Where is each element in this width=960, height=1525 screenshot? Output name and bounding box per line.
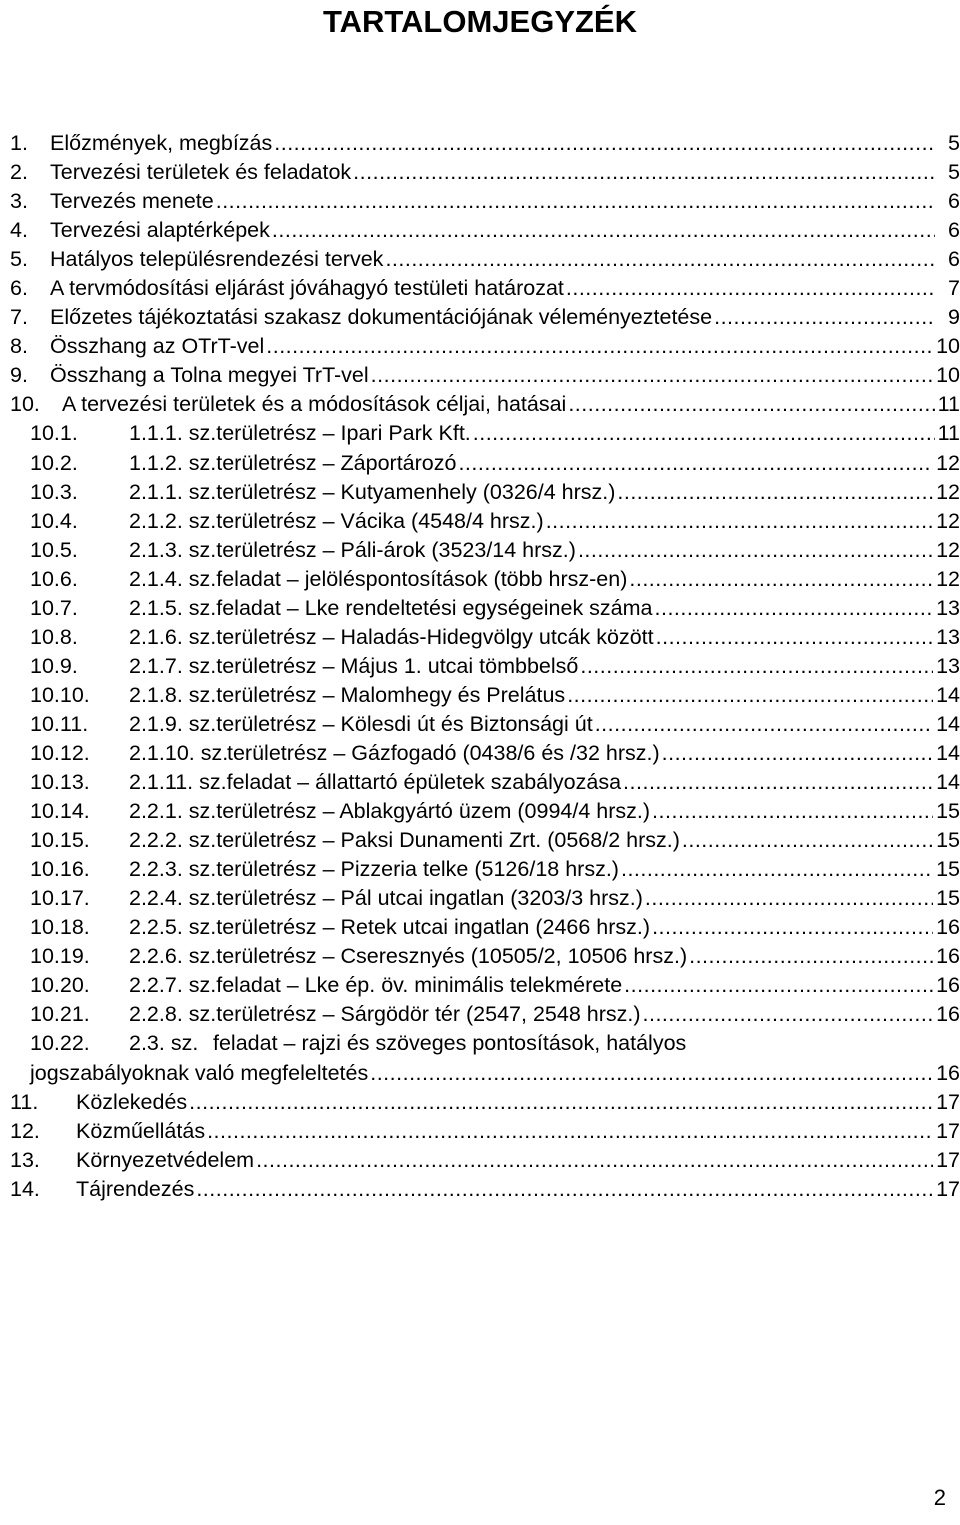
toc-entry-subnumber: 2.1.6. sz. [129, 624, 217, 649]
toc-entry-line [129, 507, 960, 536]
toc-entry[interactable] [10, 129, 960, 158]
dot-leader [196, 1175, 933, 1204]
toc-entry-line [129, 419, 960, 448]
dot-leader [385, 245, 935, 274]
toc-entry-page: 16 [936, 915, 960, 940]
dot-leader [617, 478, 933, 507]
dot-leader [274, 129, 935, 158]
toc-entry-number: 9. [10, 363, 28, 388]
dot-leader [567, 681, 933, 710]
toc-entry-line [129, 565, 960, 594]
dot-leader [546, 507, 933, 536]
toc-entry-number: 6. [10, 276, 28, 301]
toc-entry-line [30, 1059, 960, 1088]
toc-entry-title: Hatályos településrendezési tervek [50, 247, 384, 272]
toc-entry-page: 10 [936, 363, 960, 388]
toc-entry-line [76, 1146, 960, 1175]
toc-entry-subnumber: 2.2.5. sz. [129, 915, 217, 940]
toc-entry[interactable] [10, 971, 960, 1000]
toc-entry[interactable] [10, 913, 960, 942]
dot-leader [266, 332, 933, 361]
dot-leader [682, 826, 933, 855]
dot-leader [629, 565, 933, 594]
toc-entry[interactable] [10, 245, 960, 274]
toc-entry[interactable] [10, 390, 960, 419]
toc-entry-page: 14 [936, 770, 960, 795]
toc-entry-number: 10.6. [30, 566, 78, 591]
toc-entry-subnumber: 2.1.3. sz. [129, 537, 217, 562]
toc-entry[interactable] [10, 739, 960, 768]
toc-entry-page: 17 [936, 1147, 960, 1172]
toc-entry[interactable] [10, 884, 960, 913]
toc-entry-page: 7 [948, 276, 960, 301]
toc-entry[interactable] [10, 332, 960, 361]
toc-entry-subnumber: 2.1.4. sz. [129, 566, 217, 591]
toc-entry[interactable] [10, 1117, 960, 1146]
toc-entry-number: 10. [10, 392, 40, 417]
toc-entry-line [129, 449, 960, 478]
toc-entry-title: területrész – Vácika (4548/4 hrsz.) [216, 508, 544, 533]
toc-entry[interactable] [10, 419, 960, 448]
toc-entry-number: 10.17. [30, 886, 90, 911]
toc-entry-title: területrész – Haladás-Hidegvölgy utcák között [216, 624, 654, 649]
toc-entry-line [50, 361, 960, 390]
toc-entry[interactable] [10, 594, 960, 623]
toc-entry-subnumber: 2.1.8. sz. [129, 682, 217, 707]
toc-entry-subnumber: 1.1.2. sz. [129, 450, 217, 475]
toc-entry[interactable] [10, 652, 960, 681]
toc-entry-page: 12 [936, 537, 960, 562]
toc-entry[interactable] [10, 855, 960, 884]
toc-entry-title: feladat – jelöléspontosítások (több hrsz-en) [216, 566, 628, 591]
toc-entry-line [50, 129, 960, 158]
toc-entry-page: 5 [948, 160, 960, 185]
dot-leader [662, 739, 933, 768]
toc-entry-page: 16 [936, 1060, 960, 1085]
dot-leader [655, 594, 934, 623]
toc-entry-number: 10.5. [30, 537, 78, 562]
dot-leader [643, 1000, 934, 1029]
toc-entry-line [76, 1117, 960, 1146]
table-of-contents [10, 129, 960, 1204]
dot-leader [189, 1088, 933, 1117]
toc-entry-page: 15 [936, 857, 960, 882]
toc-entry-line [129, 623, 960, 652]
toc-entry-line [50, 158, 960, 187]
toc-entry-title: Környezetvédelem [76, 1147, 255, 1172]
toc-entry-subnumber: 2.3. sz. [129, 1031, 199, 1056]
toc-entry-number: 10.9. [30, 653, 78, 678]
toc-entry-line [129, 826, 960, 855]
dot-leader [353, 158, 935, 187]
dot-leader [473, 419, 935, 448]
toc-entry[interactable] [10, 536, 960, 565]
toc-entry[interactable] [10, 1088, 960, 1117]
toc-entry-title: Tervezési területek és feladatok [50, 160, 352, 185]
toc-entry-number: 12. [10, 1118, 40, 1143]
dot-leader [207, 1117, 933, 1146]
dot-leader [652, 797, 933, 826]
toc-entry-title: feladat – állattartó épületek szabályozása [226, 770, 622, 795]
toc-entry-line [129, 971, 960, 1000]
toc-entry-subnumber: 2.1.1. sz. [129, 479, 217, 504]
toc-entry-number: 10.1. [30, 421, 78, 446]
toc-entry-title: feladat – Lke rendeltetési egységeinek száma [216, 595, 653, 620]
toc-entry[interactable] [10, 681, 960, 710]
toc-entry-line [129, 652, 960, 681]
toc-entry-number: 2. [10, 160, 28, 185]
toc-entry-title: A tervmódosítási eljárást jóváhagyó testületi határozat [50, 276, 564, 301]
toc-entry-number: 14. [10, 1176, 40, 1201]
toc-entry-line [129, 710, 960, 739]
toc-entry-page: 12 [936, 566, 960, 591]
toc-entry-number: 7. [10, 305, 28, 330]
toc-entry[interactable] [10, 623, 960, 652]
toc-entry-subnumber: 2.1.7. sz. [129, 653, 217, 678]
toc-entry[interactable] [10, 449, 960, 478]
toc-entry-page: 15 [936, 828, 960, 853]
toc-entry-title: jogszabályoknak való megfeleltetés [30, 1060, 369, 1085]
dot-leader [568, 390, 934, 419]
toc-entry-title: Közműellátás [76, 1118, 206, 1143]
toc-entry-line [50, 187, 960, 216]
dot-leader [689, 942, 933, 971]
dot-leader [580, 652, 933, 681]
toc-entry-title: területrész – Retek utcai ingatlan (2466 hrsz.) [216, 915, 651, 940]
dot-leader [578, 536, 933, 565]
toc-entry-number: 10.12. [30, 740, 90, 765]
toc-entry-subnumber: 1.1.1. sz. [129, 421, 217, 446]
dot-leader [652, 913, 933, 942]
toc-entry-title: területrész – Paksi Dunamenti Zrt. (0568/2 hrsz.) [216, 828, 680, 853]
toc-entry-number: 10.3. [30, 479, 78, 504]
toc-entry-title: A tervezési területek és a módosítások céljai, hatásai [62, 392, 567, 417]
toc-entry-page: 12 [936, 479, 960, 504]
dot-leader [216, 187, 935, 216]
toc-entry-title: területrész – Záportározó [216, 450, 457, 475]
toc-entry-line [50, 274, 960, 303]
toc-entry-page: 16 [936, 973, 960, 998]
toc-entry[interactable] [10, 942, 960, 971]
toc-entry-title: területrész – Ipari Park Kft. [216, 421, 471, 446]
toc-entry-line [129, 855, 960, 884]
toc-entry-line [129, 1029, 960, 1058]
toc-entry-number: 10.19. [30, 944, 90, 969]
toc-entry[interactable] [10, 158, 960, 187]
toc-entry-page: 14 [936, 682, 960, 707]
toc-entry-subnumber: 2.2.3. sz. [129, 857, 217, 882]
toc-entry-title: feladat – Lke ép. öv. minimális telekmérete [216, 973, 623, 998]
toc-entry-number: 10.13. [30, 770, 90, 795]
toc-entry-line [129, 739, 960, 768]
toc-entry-title: területrész – Sárgödör tér (2547, 2548 hrsz.) [216, 1002, 641, 1027]
dot-leader [645, 884, 933, 913]
dot-leader [714, 303, 935, 332]
toc-entry-number: 4. [10, 218, 28, 243]
toc-entry-number: 13. [10, 1147, 40, 1172]
toc-entry-continuation[interactable] [10, 1059, 960, 1088]
toc-entry-page: 15 [936, 886, 960, 911]
page-number: 2 [933, 1485, 946, 1510]
toc-entry-subnumber: 2.2.7. sz. [129, 973, 217, 998]
toc-entry-subnumber: 2.2.2. sz. [129, 828, 217, 853]
toc-entry-line [129, 884, 960, 913]
dot-leader [656, 623, 933, 652]
toc-entry[interactable] [10, 710, 960, 739]
toc-entry-line [129, 768, 960, 797]
toc-entry-line [62, 390, 960, 419]
dot-leader [458, 449, 933, 478]
toc-entry-page: 6 [948, 218, 960, 243]
toc-entry-line [129, 478, 960, 507]
toc-entry-page: 13 [936, 595, 960, 620]
toc-entry-page: 6 [948, 247, 960, 272]
toc-entry-number: 10.10. [30, 682, 90, 707]
toc-entry-line [129, 913, 960, 942]
toc-entry-line [129, 797, 960, 826]
toc-entry-subnumber: 2.1.2. sz. [129, 508, 217, 533]
toc-entry-title: területrész – Május 1. utcai tömbbelső [216, 653, 579, 678]
dot-leader [566, 274, 935, 303]
toc-entry-page: 14 [936, 711, 960, 736]
toc-entry-title: területrész – Cseresznyés (10505/2, 10506 hrsz.) [216, 944, 688, 969]
toc-entry-number: 8. [10, 334, 28, 359]
toc-entry-number: 10.11. [30, 711, 89, 736]
toc-entry[interactable] [10, 187, 960, 216]
toc-entry-title: területrész – Pál utcai ingatlan (3203/3 hrsz.) [216, 886, 643, 911]
toc-entry-line [129, 594, 960, 623]
toc-entry-title: területrész – Malomhegy és Prelátus [216, 682, 566, 707]
toc-entry-title: Összhang az OTrT-vel [50, 334, 265, 359]
toc-entry-title: Tájrendezés [76, 1176, 195, 1201]
toc-entry-title: területrész – Gázfogadó (0438/6 és /32 hrsz.) [227, 740, 660, 765]
toc-entry-line [50, 303, 960, 332]
toc-entry[interactable] [10, 478, 960, 507]
toc-entry-page: 5 [948, 131, 960, 155]
dot-leader [595, 710, 933, 739]
toc-entry[interactable] [10, 507, 960, 536]
toc-entry-subnumber: 2.2.4. sz. [129, 886, 217, 911]
toc-entry-subnumber: 2.2.8. sz. [129, 1002, 217, 1027]
toc-entry-line [129, 942, 960, 971]
toc-entry[interactable] [10, 826, 960, 855]
toc-entry-number: 10.8. [30, 624, 78, 649]
toc-entry-title: Tervezés menete [50, 189, 214, 214]
toc-entry-line [76, 1088, 960, 1117]
toc-entry-title: területrész – Kutyamenhely (0326/4 hrsz.) [216, 479, 616, 504]
toc-entry-number: 10.20. [30, 973, 90, 998]
toc-entry-line [129, 536, 960, 565]
toc-entry-page: 9 [948, 305, 960, 330]
toc-entry-line [129, 1000, 960, 1029]
toc-entry-title: Tervezési alaptérképek [50, 218, 270, 243]
dot-leader [624, 971, 933, 1000]
toc-entry-title: feladat – rajzi és szöveges pontosítások, hatályos [213, 1031, 687, 1056]
toc-entry-number: 10.16. [30, 857, 90, 882]
toc-entry-number: 1. [10, 131, 28, 155]
toc-entry-page: 11 [937, 392, 960, 417]
toc-entry-subnumber: 2.1.5. sz. [129, 595, 217, 620]
toc-entry[interactable] [10, 216, 960, 245]
toc-entry-line [129, 681, 960, 710]
toc-entry-page: 13 [936, 624, 960, 649]
toc-entry-line [50, 332, 960, 361]
toc-entry[interactable] [10, 1175, 960, 1204]
toc-entry-page: 15 [936, 799, 960, 824]
toc-entry-title: Előzetes tájékoztatási szakasz dokumentációjának véleményeztetése [50, 305, 713, 330]
dot-leader [371, 361, 933, 390]
toc-entry-page: 12 [936, 450, 960, 475]
toc-entry[interactable] [10, 565, 960, 594]
toc-entry-number: 10.7. [30, 595, 78, 620]
dot-leader [256, 1146, 933, 1175]
toc-entry-subnumber: 2.1.11. sz. [129, 770, 227, 795]
toc-entry-number: 10.18. [30, 915, 90, 940]
toc-entry[interactable] [10, 1146, 960, 1175]
toc-entry[interactable] [10, 303, 960, 332]
toc-entry-number: 10.2. [30, 450, 78, 475]
document-title: TARTALOMJEGYZÉK [322, 4, 637, 39]
toc-entry-title: területrész – Ablakgyártó üzem (0994/4 hrsz.) [216, 799, 651, 824]
toc-entry-title: területrész – Kölesdi út és Biztonsági út [216, 711, 593, 736]
toc-entry-number: 5. [10, 247, 28, 272]
toc-entry-number: 10.15. [30, 828, 90, 853]
toc-entry-number: 3. [10, 189, 28, 214]
toc-entry[interactable] [10, 797, 960, 826]
toc-entry[interactable] [10, 1000, 960, 1029]
toc-entry-page: 12 [936, 508, 960, 533]
toc-entry-subnumber: 2.1.9. sz. [129, 711, 217, 736]
toc-entry-page: 17 [936, 1089, 960, 1114]
toc-entry-number: 10.14. [30, 799, 90, 824]
toc-entry-page: 17 [936, 1118, 960, 1143]
dot-leader [370, 1059, 933, 1088]
toc-entry[interactable] [10, 768, 960, 797]
toc-entry-title: Előzmények, megbízás [50, 131, 273, 155]
toc-entry-title: Közlekedés [76, 1089, 188, 1114]
toc-entry-number: 10.22. [30, 1031, 90, 1056]
toc-entry-line [50, 216, 960, 245]
dot-leader [272, 216, 935, 245]
dot-leader [621, 855, 933, 884]
toc-entry-title: területrész – Páli-árok (3523/14 hrsz.) [216, 537, 576, 562]
toc-entry[interactable] [10, 361, 960, 390]
toc-entry-page: 6 [948, 189, 960, 214]
toc-entry-page: 13 [936, 653, 960, 678]
toc-entry-title: területrész – Pizzeria telke (5126/18 hrsz.) [216, 857, 619, 882]
toc-entry-subnumber: 2.2.1. sz. [129, 799, 217, 824]
toc-entry-page: 17 [936, 1176, 960, 1201]
toc-entry-page: 16 [936, 944, 960, 969]
toc-entry-page: 11 [937, 421, 960, 446]
toc-entry-page: 10 [936, 334, 960, 359]
toc-entry[interactable] [10, 1029, 960, 1058]
toc-entry-subnumber: 2.1.10. sz. [129, 740, 229, 765]
toc-entry-number: 11. [10, 1089, 39, 1114]
toc-entry-number: 10.4. [30, 508, 78, 533]
toc-entry-subnumber: 2.2.6. sz. [129, 944, 217, 969]
dot-leader [623, 768, 933, 797]
toc-entry-line [50, 245, 960, 274]
toc-entry-title: Összhang a Tolna megyei TrT-vel [50, 363, 369, 388]
toc-entry-page: 14 [936, 740, 960, 765]
toc-entry-number: 10.21. [30, 1002, 90, 1027]
toc-entry[interactable] [10, 274, 960, 303]
toc-entry-line [76, 1175, 960, 1204]
toc-entry-page: 16 [936, 1002, 960, 1027]
